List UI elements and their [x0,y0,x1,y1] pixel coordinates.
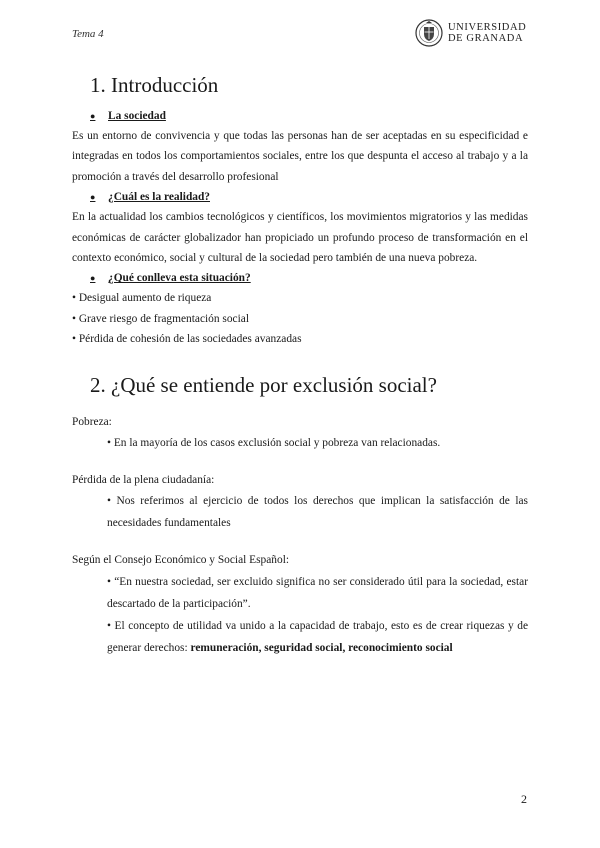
section-1-title: 1. Introducción [90,73,219,97]
university-logo [414,16,534,50]
list-item: • Grave riesgo de fragmentación social [72,312,249,325]
list-item: • Desigual aumento de riqueza [72,292,212,305]
logo-line-2: DE GRANADA [448,33,524,44]
section-2-title: 2. ¿Qué se entiende por exclusión social? [90,372,437,397]
bullet-dot-icon: ● [90,273,96,284]
bullet-heading-sociedad: ● La sociedad [90,106,528,126]
list-item: • Pérdida de cohesión de las sociedades avanzadas [72,333,302,346]
page-content [72,70,528,659]
consejo-item-2: • El concepto de utilidad va unido a la capacidad de trabajo, esto es de crear riquezas y de generar derechos: remuneración, seguridad social, reconocimiento social [107,619,528,654]
consejo-item-2-bold: remuneración, seguridad social, reconocimiento social [190,641,453,654]
ciudadania-label: Pérdida de la plena ciudadanía: [72,474,215,487]
consejo-item-1: • “En nuestra sociedad, ser excluido significa no ser considerado útil para la sociedad, estar descartado de la participación”. [107,575,528,610]
bullet-heading-situacion: ● ¿Qué conlleva esta situación? [90,268,528,288]
paragraph-sociedad: Es un entorno de convivencia y que todas las personas han de ser aceptadas en su especificidad e integradas en todos los comportamientos sociales, entre los que despunta el acceso al trabajo y a la promoción a través del desarrollo profesional [72,130,528,183]
pobreza-label: Pobreza: [72,415,112,428]
bullet-dot-icon: ● [90,111,96,121]
header-tema-label: Tema 4 [72,28,104,40]
pobreza-item: • En la mayoría de los casos exclusión social y pobreza van relacionadas. [107,437,441,450]
bullet-heading-realidad: ● ¿Cuál es la realidad? [90,187,528,207]
ciudadania-item: • Nos referimos al ejercicio de todos los derechos que implican la satisfacción de las necesidades fundamentales [107,495,528,530]
paragraph-realidad: En la actualidad los cambios tecnológicos y científicos, los movimientos migratorios y las medidas económicas de carácter globalizador han propiciado un profundo proceso de transformación en el contexto económico, social y cultural de la sociedad pero también de una nueva pobreza. [72,211,528,265]
bullet-dot-icon: ● [90,192,96,203]
logo-line-1: UNIVERSIDAD [448,22,527,33]
university-crest-icon [414,17,444,49]
consejo-label: Según el Consejo Económico y Social Español: [72,554,290,567]
page-number: 2 [521,792,527,806]
